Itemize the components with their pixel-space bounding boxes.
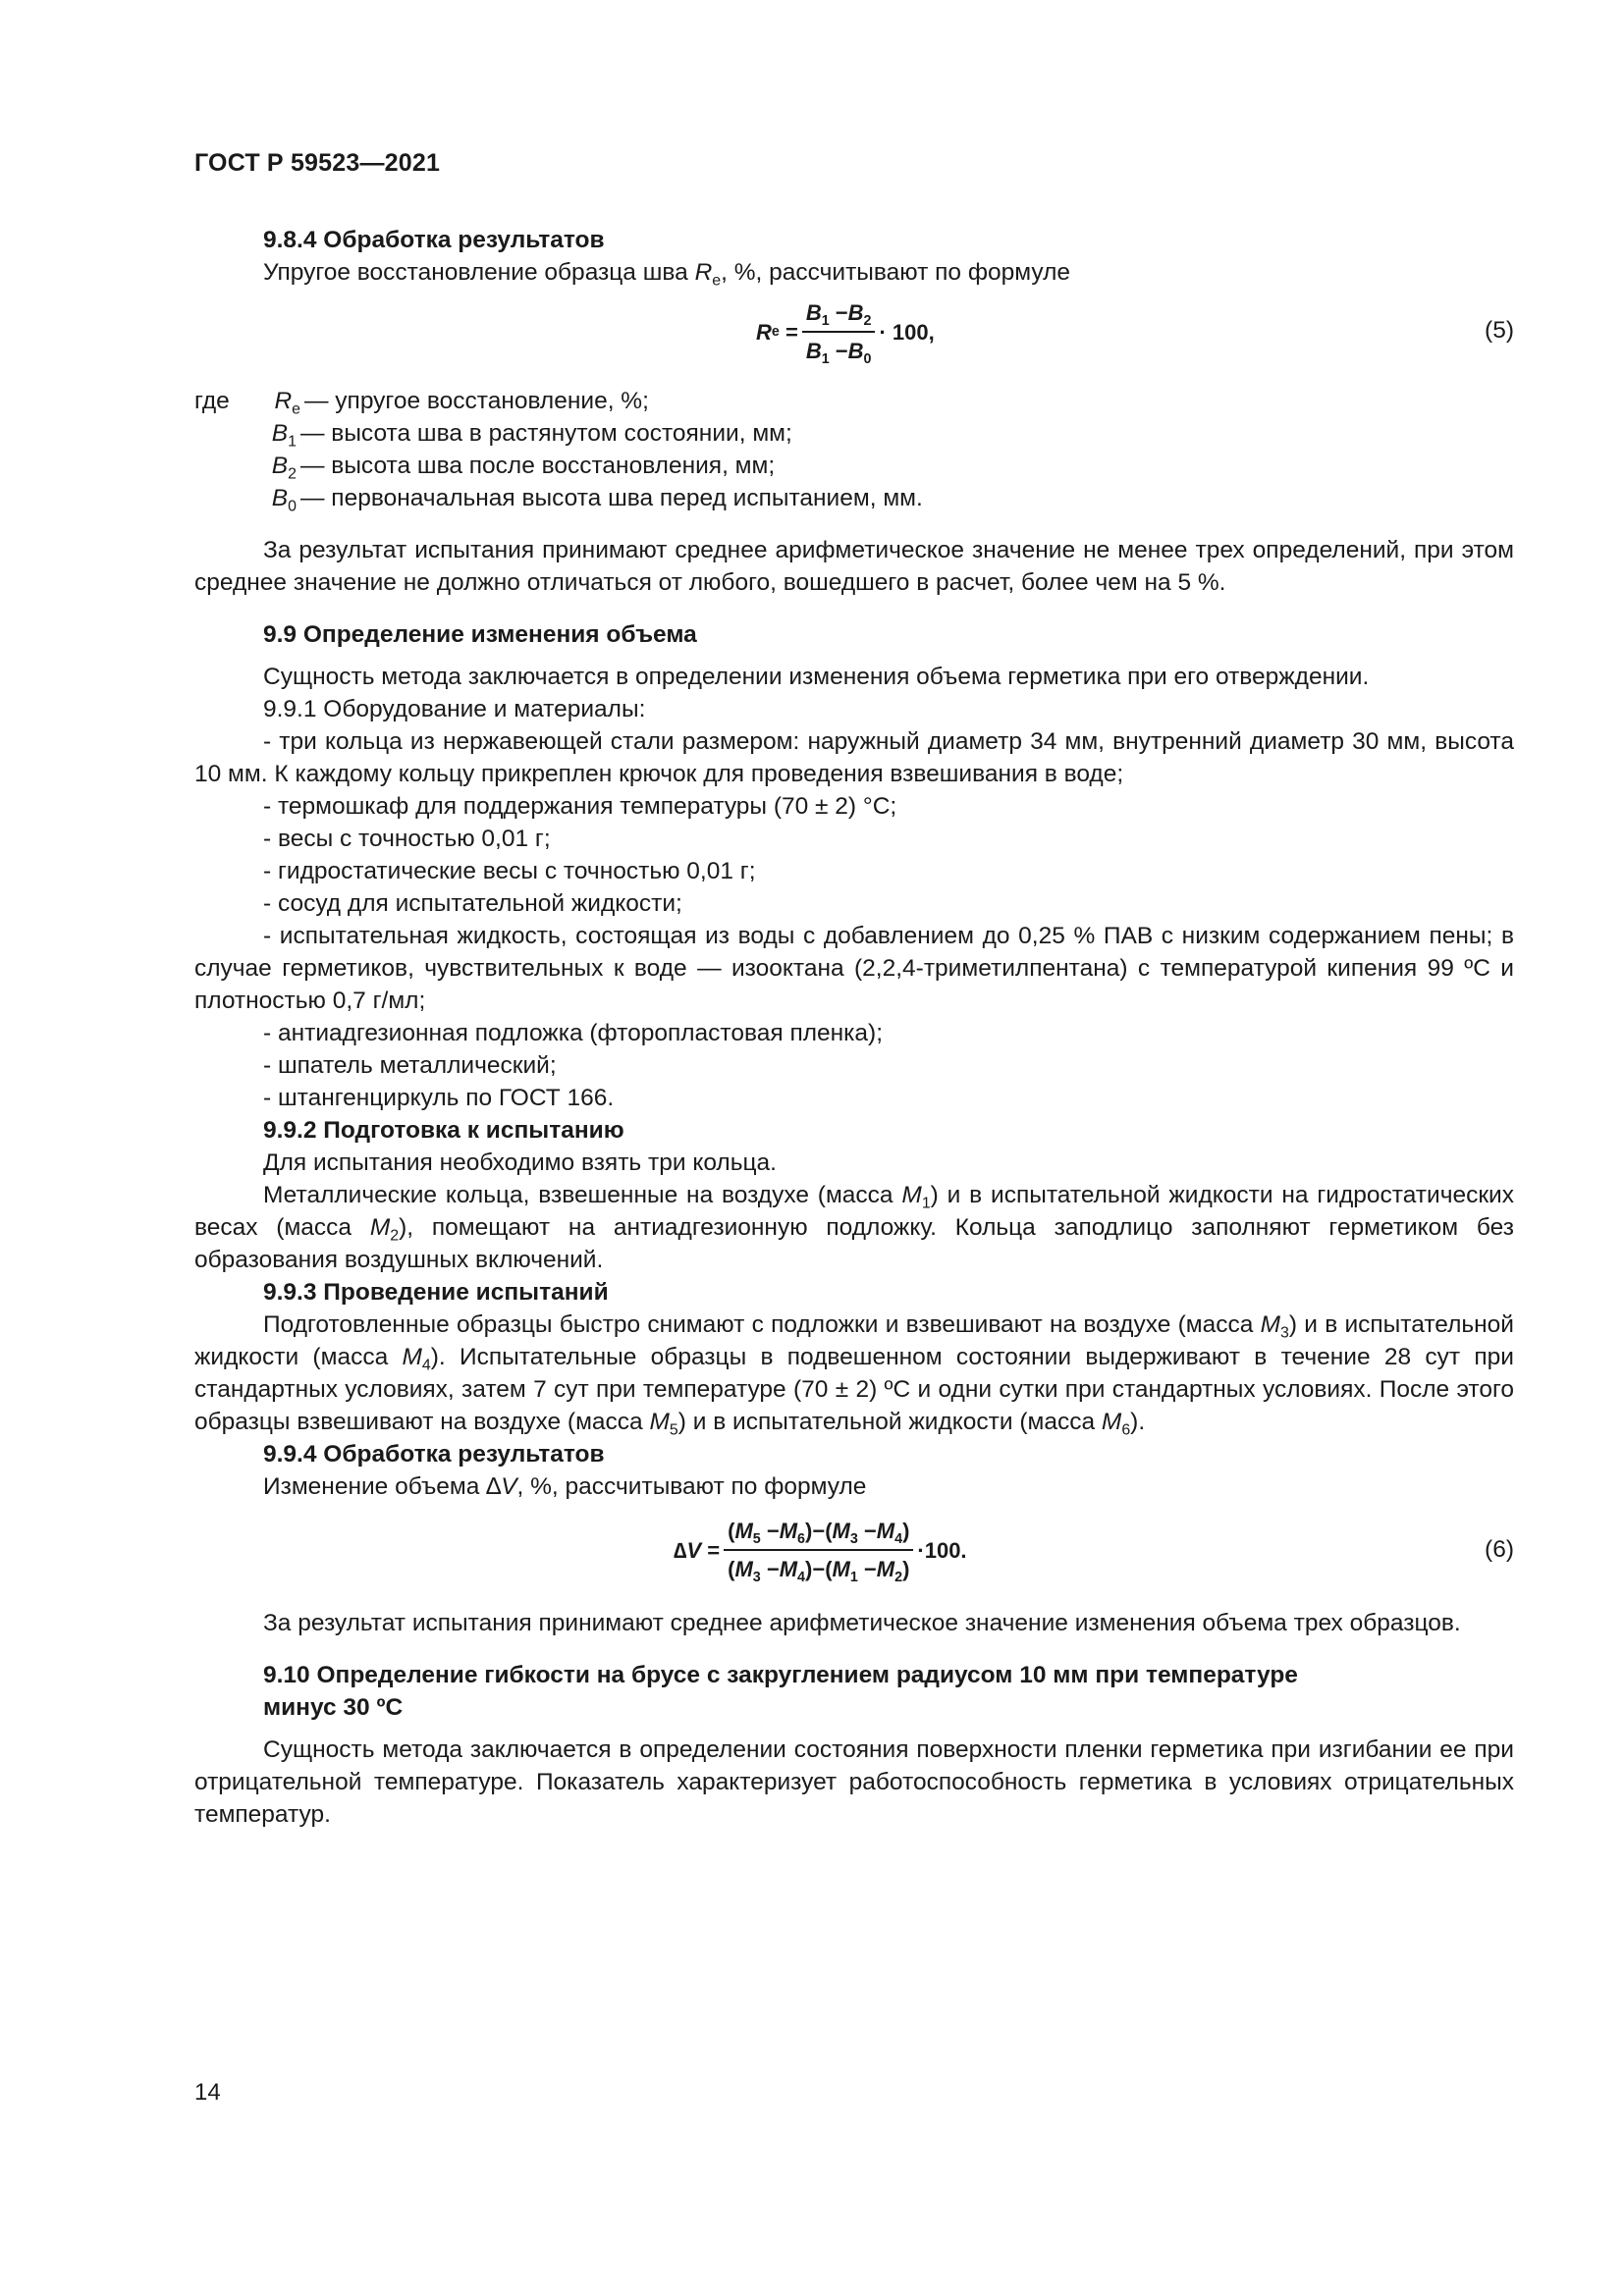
list-item: - три кольца из нержавеющей стали размером: наружный диаметр 34 мм, внутренний диаметр 30 мм, высота 10 мм. К каждому кольцу прикреплен крючок для проведения взвешивания в воде; (194, 728, 1514, 787)
section-9-9-4-result: За результат испытания принимают среднее арифметическое значение изменения объема трех образцов. (263, 1610, 1461, 1636)
where-row: $B_0$ — первоначальная высота шва перед испытанием, мм. (271, 485, 923, 515)
page-content (194, 224, 1514, 1831)
section-9-9-2-p1: Для испытания необходимо взять три кольца. (263, 1149, 777, 1176)
section-9-10-essence: Сущность метода заключается в определении состояния поверхности пленки герметика при изгибании ее при отрицательной температуре. Показатель характеризует работоспособность герметика в условиях отрицательных температур. (194, 1736, 1514, 1828)
list-item: - испытательная жидкость, состоящая из воды с добавлением до 0,25 % ПАВ с низким содержанием пены; в случае герметиков, чувствительных к воде — изооктана (2,2,4-триметилпентана) с температурой кипения 99 ºС и плотностью 0,7 г/мл; (194, 923, 1514, 1014)
where-row: где $R_e$ — упругое восстановление, %; (194, 388, 649, 418)
section-9-9-3-text: Подготовленные образцы быстро снимают с подложки и взвешивают на воздухе (масса $M_3$) и в испытательной жидкости (масса $M_4$). Испытательные образцы в подвешенном состоянии выдерживают в течение 28 сут при стандартных условиях, затем 7 сут при температуре (70 ± 2) ºС и одни сутки при стандартных условиях. После этого образцы взвешивают на воздухе (масса $M_5$) и в испытательной жидкости (масса $M_6$). (194, 1311, 1514, 1439)
section-9-8-4-heading: 9.8.4 Обработка результатов (263, 227, 605, 253)
list-item: - антиадгезионная подложка (фторопластовая пленка); (263, 1020, 884, 1046)
section-9-9-4-heading: 9.9.4 Обработка результатов (263, 1441, 605, 1468)
formula-6-number: (6) (1485, 1536, 1514, 1563)
section-9-9-2-p2: Металлические кольца, взвешенные на воздухе (масса $M_1$) и в испытательной жидкости на гидростатических весах (масса $M_2$), помещают на антиадгезионную подложку. Кольца заподлицо заполняют герметиком без образования воздушных включений. (194, 1182, 1514, 1273)
list-item: - сосуд для испытательной жидкости; (263, 890, 682, 917)
formula-6-fraction: $\frac{(M_5 -M_6)-(M_3 -M_4)}{(M_3 -M_4)-(M_1 -M_2)}$ (724, 1515, 913, 1585)
list-item: - штангенциркуль по ГОСТ 166. (263, 1085, 615, 1111)
formula-5-number: (5) (1485, 317, 1514, 344)
section-9-8-4-intro: Упругое восстановление образца шва $R_e$, %, рассчитывают по формуле (263, 259, 1071, 290)
section-9-9-4-intro: Изменение объема ∆V, %, рассчитывают по формуле (263, 1473, 867, 1500)
where-row: $B_1$ — высота шва в растянутом состоянии, мм; (271, 420, 792, 451)
section-9-8-4-result: За результат испытания принимают среднее арифметическое значение не менее трех определений, при этом среднее значение не должно отличаться от любого, вошедшего в расчет, более чем на 5 %. (194, 537, 1514, 596)
list-item: - термошкаф для поддержания температуры (70 ± 2) °С; (263, 793, 897, 820)
section-9-9-3-heading: 9.9.3 Проведение испытаний (263, 1279, 609, 1306)
section-9-9-2-heading: 9.9.2 Подготовка к испытанию (263, 1117, 624, 1144)
section-9-9-heading: 9.9 Определение изменения объема (263, 621, 697, 648)
list-item: - гидростатические весы с точностью 0,01 г; (263, 858, 756, 884)
section-9-9-1-title: 9.9.1 Оборудование и материалы: (263, 696, 646, 722)
list-item: - шпатель металлический; (263, 1052, 557, 1079)
formula-6 (194, 1503, 1514, 1597)
list-item: - весы с точностью 0,01 г; (263, 826, 551, 852)
formula-5-expression: R e = $\frac{B_1 -B_2}{B_1 -B_0}$ · 100, (756, 289, 935, 375)
page-number: 14 (194, 2079, 221, 2106)
where-row: $B_2$ — высота шва после восстановления, мм; (271, 453, 776, 483)
document-header: ГОСТ Р 59523—2021 (194, 149, 441, 177)
formula-5 (194, 289, 1514, 375)
section-9-10-heading: 9.10 Определение гибкости на брусе с закруглением радиусом 10 мм при температуре минус 30 ºС (263, 1662, 1298, 1721)
formula-5-fraction: $\frac{B_1 -B_2}{B_1 -B_0}$ (802, 296, 876, 367)
section-9-9-essence: Сущность метода заключается в определении изменения объема герметика при его отверждении. (263, 664, 1370, 690)
formula-6-expression: ∆ V = $\frac{(M_5 -M_6)-(M_3 -M_4)}{(M_3 -M_4)-(M_1 -M_2)}$ ·100. (674, 1503, 967, 1597)
